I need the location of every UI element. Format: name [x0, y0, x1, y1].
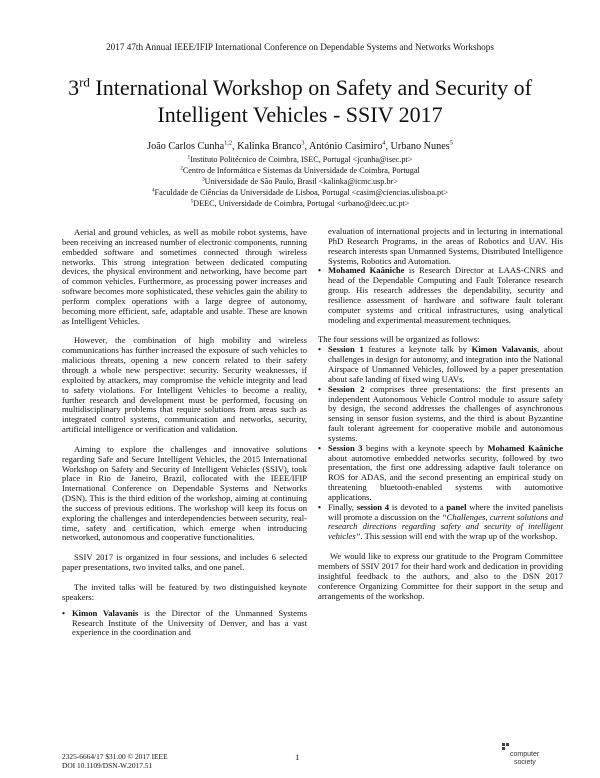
session-text: where the invited panelists will promote a discussion on the [328, 501, 563, 522]
body-paragraph: SSIV 2017 is organized in four sessions, and includes 6 selected paper presentations, two invited talks, and one panel. [62, 552, 307, 573]
conference-header: 2017 47th Annual IEEE/IFIP International Conference on Dependable Systems and Networks Workshops [106, 42, 494, 52]
computer-society-logo [500, 741, 548, 773]
affiliation-mark: 4 [151, 187, 155, 194]
panel-topic: “Challenges, current solutions and research directions regarding safety and security of intelligent vehicles” [328, 511, 563, 542]
session-text: begins with a keynote speech by [362, 442, 488, 453]
session-bullet [318, 444, 563, 503]
author-affil-mark: 1,2 [224, 139, 232, 147]
affiliation [0, 154, 600, 165]
affiliation-mark: 3 [202, 176, 205, 183]
session-label: Session 2 [328, 383, 365, 394]
affiliation [0, 187, 600, 198]
affiliation-mark: 2 [180, 165, 183, 172]
speaker-bio: is Research Director at LAAS-CNRS and head of the Dependable Computing and Fault Tolerance research group. His research addresses the dependability, security and resilience assessment of hardware and software fault tolerant computer systems and critical infrastructures, using analytical modeling and experimental measurement techniques. [328, 265, 563, 325]
session-text: about automotive embedded networks security, followed by two presentation, the first one addressing adaptive fault tolerance on ROS for ADAS, and the second presenting an empirical study on threatening bluetooth-enabled systems with automotive applications. [328, 452, 563, 502]
author-separator: , [232, 141, 238, 152]
body-paragraph: The invited talks will be featured by two distinguished keynote speakers: [62, 582, 307, 602]
doi-line: DOI 10.1109/DSN-W.2017.51 [62, 761, 153, 770]
affiliation-text: Centro de Informática e Sistemas da Universidade de Coimbra, Portugal [182, 166, 420, 175]
author-name: António Casimiro [309, 141, 383, 152]
session-bullet [318, 345, 563, 384]
body-paragraph: However, the combination of high mobility and wireless communications has further increased the exposure of such vehicles to malicious threats, opening a new concern related to their safety through a whole new perspective: security. Security weaknesses, if exploited by attackers, may compromise the vehicle integrity and lead to safety violations. For Intelligent Vehicles to become a reality, further research and development must be performed, focusing on multidisciplinary problems that require solutions from areas such as integrated control systems, communication and networks, security, artificial intelligence or verification and validation. [62, 335, 307, 435]
copyright-line: 2325-6664/17 $31.00 © 2017 IEEE [62, 752, 168, 761]
session-label: Session 1 [328, 344, 364, 355]
author-name: João Carlos Cunha [147, 141, 225, 152]
title-line1: International Workshop on Safety and Security of [89, 75, 532, 100]
title-ordinal: 3 [68, 75, 80, 100]
logo-word: society [514, 759, 536, 766]
page-number: 1 [295, 752, 300, 762]
acknowledgement-paragraph: We would like to express our gratitude to the Program Committee members of SSIV 2017 for their hard work and dedication in providing insightful feedback to the authors, and also to the DSN 2017 conference Organizing Committee for their support in the setup and arrangements of the workshop. [318, 551, 563, 601]
keynote-bullet [62, 609, 307, 639]
affiliation-text: Faculdade de Ciências da Universidade de Lisboa, Portugal <casim@ciencias.ulisboa.pt> [154, 188, 449, 197]
panel-label: panel [446, 501, 467, 512]
session-label: Session 3 [328, 442, 363, 453]
body-paragraph: Aerial and ground vehicles, as well as mobile robot systems, have been receiving an increased number of electronic components, running embedded software and sometimes connected through wireless networks. This strong integration between dedicated computing devices, the physical environment and networking, have become part of common vehicles. Furthermore, as processing power increases and software becomes more sophisticated, these vehicles gain the ability to perform complex operations with a large degree of autonomy, becoming more efficient, safe, adaptable and usable. These are known as Intelligent Vehicles. [62, 227, 307, 326]
session-text: Finally, [328, 501, 357, 512]
right-column [318, 227, 563, 601]
session-bullet [318, 385, 563, 444]
author-affil-mark: 3 [301, 139, 305, 147]
author-separator: , [304, 141, 309, 152]
bullet-icon: • [318, 344, 322, 355]
speaker-name: Mohamed Kaâniche [328, 265, 405, 276]
affiliation [0, 165, 600, 176]
bullet-icon: • [318, 383, 322, 394]
left-column [62, 228, 307, 638]
session-text: , about challenges in design for autonomy, and integration into the National Airspace of Unmanned Vehicles, followed by a paper presentation about safe landing of fixed wing UAVs. [328, 344, 563, 384]
title-ordinal-suffix: rd [79, 74, 90, 90]
session-bullet [318, 503, 563, 542]
author-affil-mark: 4 [382, 139, 386, 147]
affiliation [0, 198, 600, 209]
session-label: session 4 [356, 501, 390, 512]
affiliation-list [0, 154, 600, 209]
bullet-icon: • [318, 265, 322, 276]
session-text: features a keynote talk by [363, 344, 472, 355]
title-line2: Intelligent Vehicles - SSIV 2017 [157, 102, 443, 127]
affiliation-text: DEEC, Universidade de Coimbra, Portugal <urbano@deec.uc.pt> [193, 199, 410, 208]
affiliation-text: Universidade de São Paulo, Brasil <kalinka@icmc.usp.br> [204, 177, 398, 186]
affiliation-mark: 5 [190, 198, 194, 205]
author-name: Urbano Nunes [390, 141, 450, 152]
session-text: comprises three presentations: the first presents an independent Autonomous Vehicle Control module to assure safety by design, the second addresses the challenges of asynchronous sensing in sensor fusion systems, and the third is about Byzantine fault tolerant agreement for cooperative mobile and autonomous systems. [328, 383, 563, 443]
author-separator: , [385, 141, 391, 152]
speaker-name: Kimon Valavanis [471, 344, 538, 355]
author-affil-mark: 5 [449, 139, 453, 147]
affiliation [0, 176, 600, 187]
logo-word: computer [510, 751, 540, 758]
keynote-bullet-continued: evaluation of international projects and in lecturing in international PhD Research Programs, in the areas of Robotics and UAV. His research interests span Unmanned Systems, Distributed Intelligence Systems, Robotics and Automation. [328, 226, 563, 266]
paper-title [30, 74, 570, 128]
sessions-intro: The four sessions will be organized as follows: [318, 334, 480, 345]
bullet-icon: • [62, 607, 66, 618]
affiliation-text: Instituto Politécnico de Coimbra, ISEC, Portugal <jcunha@isec.pt> [190, 155, 413, 164]
speaker-name: Mohamed Kaâniche [487, 442, 564, 453]
bullet-icon: • [318, 442, 322, 453]
body-paragraph: Aiming to explore the challenges and innovative solutions regarding Safe and Secure Intelligent Vehicles, the 2015 International Workshop on Safety and Security of Intelligent Vehicles (SSIV), took place in Rio de Janeiro, Brazil, collocated with the IEEE/IFIP International Conference on Dependable Systems and Networks (DSN). This is the third edition of the workshop, aiming at continuing the success of previous editions. The workshop will keep its focus on exploring the challenges and interdependencies between security, real-time, safety and certification, which emerge when introducing networked, autonomous and cooperative functionalities. [62, 443, 307, 543]
speaker-name: Kimon Valavanis [72, 607, 139, 618]
affiliation-mark: 1 [187, 154, 191, 161]
session-text: . This session will end with the wrap up of the workshop. [360, 531, 558, 542]
footer-copyright [62, 752, 168, 770]
speaker-bio: is the Director of the Unmanned Systems Research Institute of the University of Denver, and has a vast experience in the coordination and [72, 607, 307, 638]
keynote-bullet [318, 266, 563, 325]
author-list [0, 141, 600, 152]
bullet-icon: • [318, 501, 322, 512]
author-name: Kalinka Branco [237, 141, 302, 152]
session-text: is devoted to a [389, 501, 447, 512]
